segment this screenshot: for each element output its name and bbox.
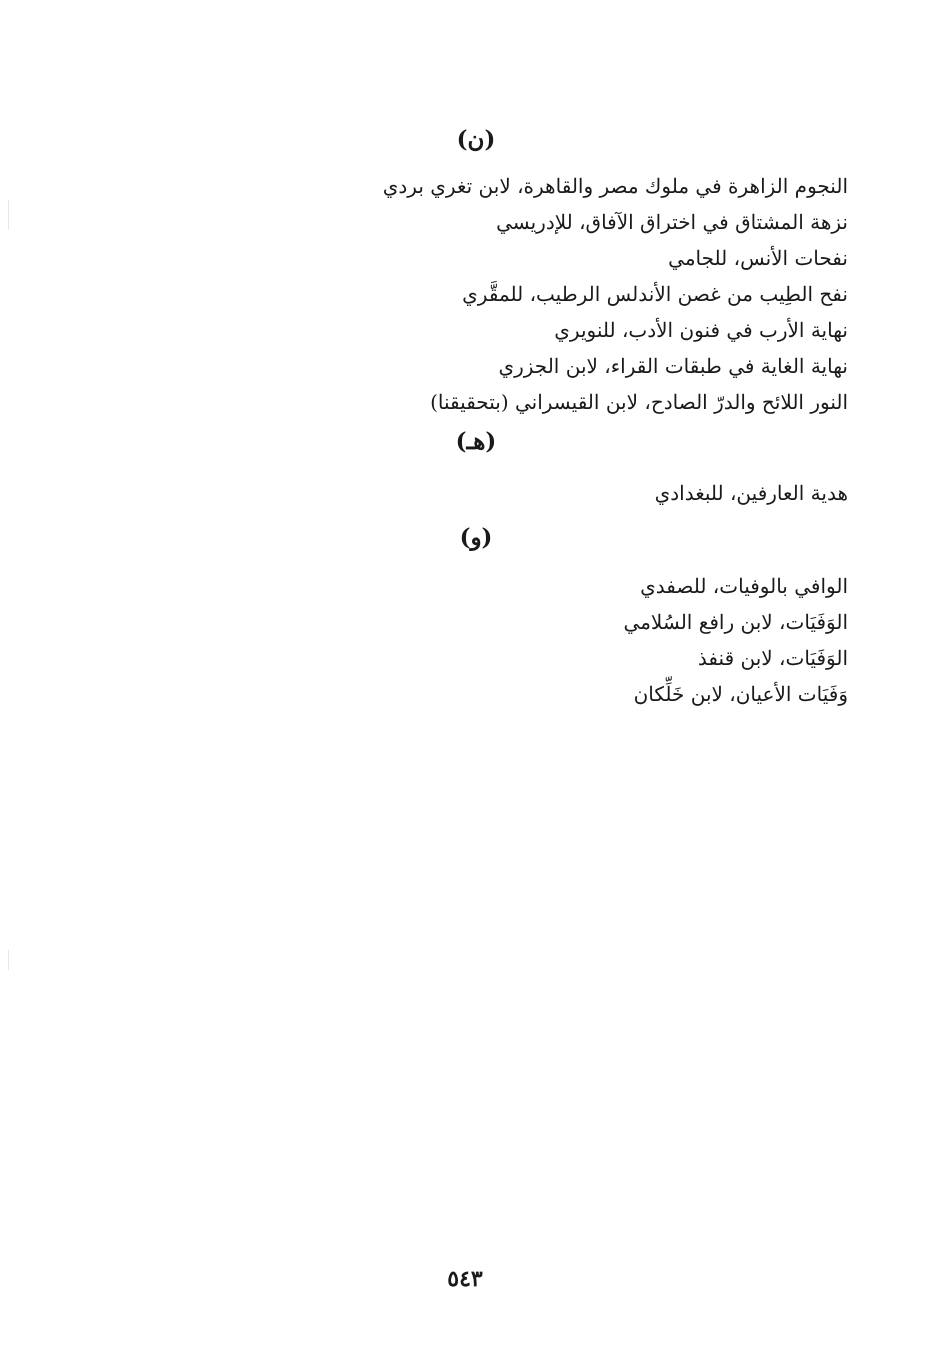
- list-item: هدية العارفين، للبغدادي: [654, 481, 848, 505]
- section-entries-noon: [288, 168, 848, 420]
- list-item: الوَفَيَات، لابن قنفذ: [697, 646, 848, 670]
- scan-artifact-line: [8, 950, 9, 970]
- scan-artifact-line: [8, 200, 9, 230]
- list-item: نهاية الغاية في طبقات القراء، لابن الجزري: [498, 354, 848, 378]
- section-heading-waw: (و): [459, 524, 493, 551]
- list-item: النجوم الزاهرة في ملوك مصر والقاهرة، لابن تغري بردي: [382, 174, 848, 198]
- list-item: النور اللائح والدرّ الصادح، لابن القيسراني (بتحقيقنا): [430, 390, 848, 414]
- list-item: نهاية الأرب في فنون الأدب، للنويري: [554, 318, 848, 342]
- list-item: وَفَيَات الأعيان، لابن خَلِّكان: [633, 682, 848, 706]
- section-entries-waw: [288, 568, 848, 712]
- list-item: نزهة المشتاق في اختراق الآفاق، للإدريسي: [496, 210, 848, 234]
- list-item: نفحات الأنس، للجامي: [668, 246, 848, 270]
- list-item: الوافي بالوفيات، للصفدي: [640, 574, 848, 598]
- section-entries-ha: [288, 475, 848, 511]
- list-item: نفح الطِيب من غصن الأندلس الرطيب، للمقَّري: [462, 282, 848, 306]
- section-heading-noon: (ن): [456, 126, 496, 153]
- section-heading-ha: (هـ): [455, 428, 497, 455]
- page-number: ٥٤٣: [447, 1266, 483, 1292]
- list-item: الوَفَيَات، لابن رافع السُلامي: [623, 610, 848, 634]
